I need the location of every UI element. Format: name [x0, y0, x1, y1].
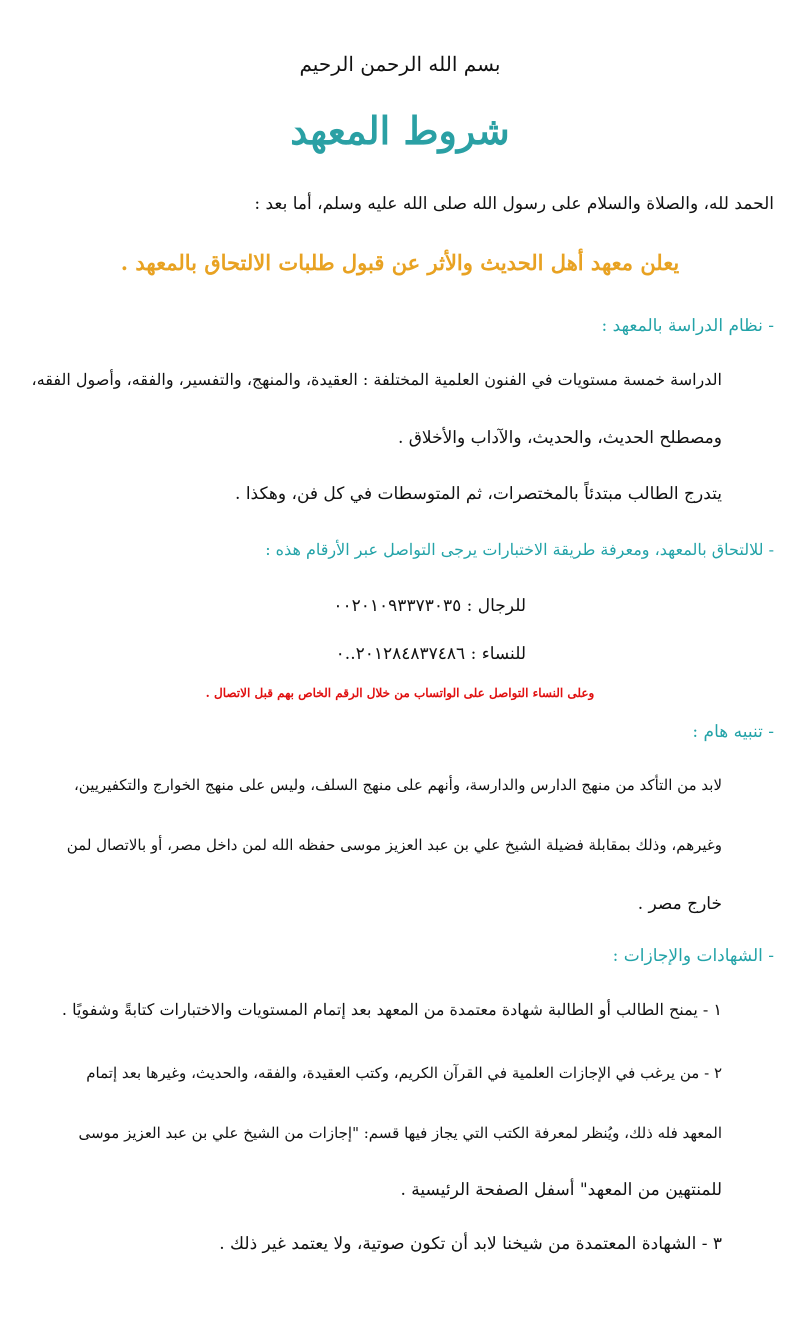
certificates-item-2-cont: المعهد فله ذلك، ويُنظر لمعرفة الكتب التي يجاز فيها قسم: "إجازات من الشيخ علي بن عبد العزيز موسى	[78, 1124, 722, 1142]
important-line-3: خارج مصر .	[637, 894, 722, 914]
announcement: يعلن معهد أهل الحديث والأثر عن قبول طلبات الالتحاق بالمعهد .	[120, 250, 680, 275]
page-title: شروط المعهد	[290, 108, 510, 153]
intro-text: الحمد لله، والصلاة والسلام على رسول الله صلى الله عليه وسلم، أما بعد :	[254, 194, 774, 214]
study-system-heading: - نظام الدراسة بالمعهد :	[601, 316, 774, 336]
study-system-line-1: الدراسة خمسة مستويات في الفنون العلمية المختلفة : العقيدة، والمنهج، والتفسير، والفقه، وأصول الفقه،	[31, 370, 722, 389]
basmala: بسم الله الرحمن الرحيم	[299, 52, 501, 76]
certificates-item-2: ٢ - من يرغب في الإجازات العلمية في القرآن الكريم، وكتب العقيدة، والفقه، والحديث، وغيرها بعد إتمام	[86, 1064, 722, 1082]
certificates-item-1: ١ - يمنح الطالب أو الطالبة شهادة معتمدة من المعهد بعد إتمام المستويات والاختبارات كتابةً وشفويًا .	[61, 1000, 722, 1019]
women-notice: وعلى النساء التواصل على الواتساب من خلال الرقم الخاص بهم قبل الاتصال .	[205, 686, 595, 700]
important-line-1: لابد من التأكد من منهج الدارس والدارسة، وأنهم على منهج السلف، وليس على منهج الخوارج والتكفيريين،	[73, 776, 722, 794]
certificates-item-2-end: للمنتهين من المعهد" أسفل الصفحة الرئيسية .	[400, 1180, 722, 1200]
important-line-2: وغيرهم، وذلك بمقابلة فضيلة الشيخ علي بن عبد العزيز موسى حفظه الله لمن داخل مصر، أو بالاتصال لمن	[66, 836, 722, 854]
men-phone: للرجال : ٠٠٢٠١٠٩٣٣٧٣٠٣٥	[333, 596, 526, 616]
certificates-item-3: ٣ - الشهادة المعتمدة من شيخنا لابد أن تكون صوتية، ولا يعتمد غير ذلك .	[219, 1234, 722, 1254]
certificates-heading: - الشهادات والإجازات :	[612, 946, 774, 966]
important-heading: - تنبيه هام :	[692, 722, 774, 742]
enrollment-heading: - للالتحاق بالمعهد، ومعرفة طريقة الاختبارات يرجى التواصل عبر الأرقام هذه :	[265, 540, 774, 559]
women-phone: للنساء : ٢٠١٢٨٤٨٣٧٤٨٦..٠	[335, 644, 526, 664]
study-system-line-3: يتدرج الطالب مبتدئاً بالمختصرات، ثم المتوسطات في كل فن، وهكذا .	[235, 484, 722, 504]
study-system-line-2: ومصطلح الحديث، والحديث، والآداب والأخلاق .	[397, 428, 722, 448]
